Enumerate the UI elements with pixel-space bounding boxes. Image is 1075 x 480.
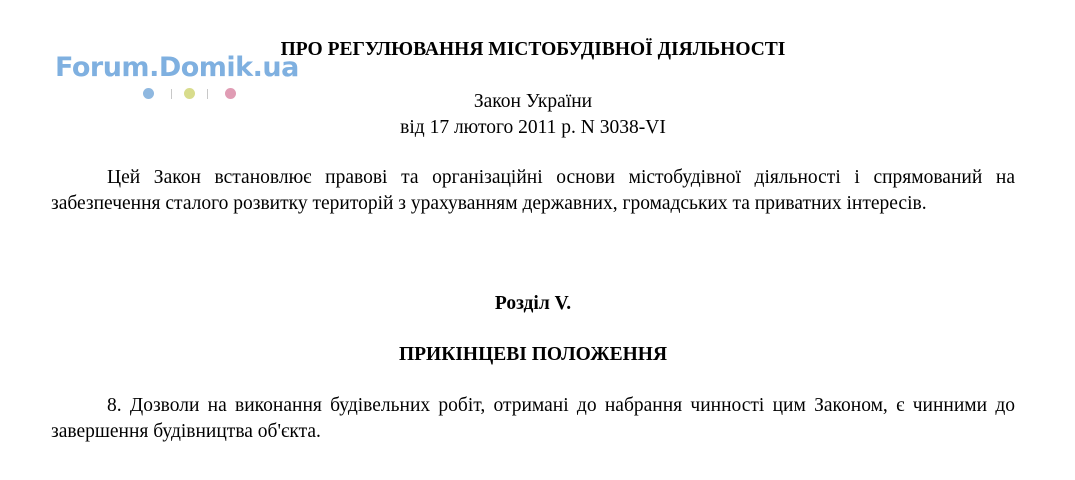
section-number: Розділ V. (494, 293, 572, 314)
clause-8-paragraph: 8. Дозволи на виконання будівельних робіт, отримані до набрання чинності цим Законом, є чинними до завершення будівництва об'єкта. (51, 395, 1015, 442)
law-type: Закон України (473, 91, 593, 112)
watermark-dot-pink (225, 88, 236, 99)
document-title: ПРО РЕГУЛЮВАННЯ МІСТОБУДІВНОЇ ДІЯЛЬНОСТІ (280, 39, 786, 60)
law-date-number: від 17 лютого 2011 р. N 3038-VI (400, 117, 666, 138)
forum-domik-watermark-logo (55, 50, 325, 106)
watermark-dots (143, 88, 253, 100)
watermark-dot-yellow (184, 88, 195, 99)
watermark-separator (171, 89, 172, 99)
section-title: ПРИКІНЦЕВІ ПОЛОЖЕННЯ (398, 344, 668, 365)
watermark-text: Forum.Domik.ua (55, 52, 299, 83)
watermark-dot-blue (143, 88, 154, 99)
intro-paragraph: Цей Закон встановлює правові та організаційні основи містобудівної діяльності і спрямований на забезпечення сталого розвитку територій з урахуванням державних, громадських та приватних інтересів. (51, 167, 1015, 214)
watermark-separator (207, 89, 208, 99)
